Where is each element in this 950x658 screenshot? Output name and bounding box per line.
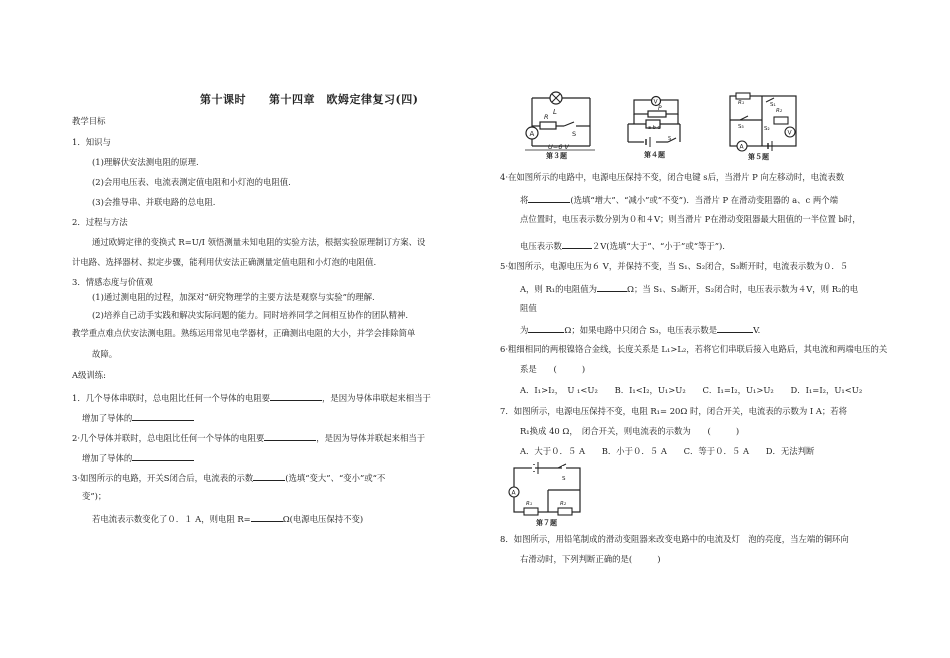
question-4-line-1: 4·在如图所示的电路中，电源电压保持不变，闭合电键 s后，当滑片 P 向左移动时，电流表数 xyxy=(500,172,845,182)
question-2-line-1: 2·几个导体并联时，总电阻比任何一个导体的电阻要 ，是因为导体并联起来相当于 xyxy=(72,433,426,443)
question-8-line-1: 8．如图所示，用铅笔制成的滑动变阻器来改变电路中的电流及灯 泡的亮度，当左端的铜环向 xyxy=(500,534,849,544)
svg-text:R₂: R₂ xyxy=(776,108,783,114)
answer-blank xyxy=(528,193,570,203)
question-4-line-2: 将 (选填“增大”、“减小”或“不变”)．当滑片 P 在滑动变阻器的 a、c 两个端 xyxy=(520,195,838,205)
section-knowledge: 1．知识与 xyxy=(72,137,111,147)
svg-text:U=6 V: U=6 V xyxy=(548,143,569,151)
figure-4-circuit xyxy=(620,96,690,158)
answer-blank xyxy=(597,282,627,292)
a-level-heading: A级训练: xyxy=(72,370,106,380)
svg-text:V: V xyxy=(787,129,792,137)
svg-text:第７题: 第７题 xyxy=(536,519,557,527)
question-6-options: A．I₁>I₂， U ₁<U₂ B．I₁<I₂，U₁>U₂ C．I₁=I₂，U₁>U₂ D．I₁=I₂，U₁<U₂ xyxy=(520,385,863,395)
svg-text:P: P xyxy=(658,105,662,112)
svg-text:R₂: R₂ xyxy=(560,501,567,507)
svg-text:S: S xyxy=(668,136,672,142)
question-1-line-1: 1．几个导体串联时，总电阻比任何一个导体的电阻要 ，是因为导体串联起来相当于 xyxy=(72,393,431,403)
knowledge-item-2: (2)会用电压表、电流表测定值电阻和小灯泡的电阻值. xyxy=(92,177,291,187)
attitude-item-1: (1)通过测电阻的过程，加深对“研究物理学的主要方法是观察与实验”的理解. xyxy=(92,292,375,302)
answer-blank xyxy=(132,451,194,461)
key-points-line-1: 教学重点难点伏安法测电阻。熟练运用常见电学器材，正确测出电阻的大小，并学会排除简单 xyxy=(72,328,416,338)
question-5-line-3: 阻值 xyxy=(520,303,537,313)
svg-text:A: A xyxy=(511,489,516,497)
question-5-line-1: 5·如图所示，电源电压为６ V，并保持不变，当 S₁、S₂闭合，S₃断开时，电流表示数为０．５ xyxy=(500,261,849,271)
process-text-1: 通过欧姆定律的变换式 R=U/I 领悟测量未知电阻的实验方法，根据实验原理制订方案、设 xyxy=(92,237,426,247)
knowledge-item-1: (1)理解伏安法测电阻的原理. xyxy=(92,157,199,167)
section-process: 2．过程与方法 xyxy=(72,217,128,227)
page-title: 第十课时 第十四章 欧姆定律复习(四) xyxy=(200,93,419,106)
figure-3-circuit xyxy=(520,88,600,160)
answer-blank xyxy=(562,239,592,249)
svg-text:V: V xyxy=(653,98,658,106)
svg-text:第３题: 第３题 xyxy=(546,152,567,160)
svg-text:S₂: S₂ xyxy=(764,126,770,132)
question-3-line-2: 变”)； xyxy=(82,491,107,501)
key-points-line-2: 故障。 xyxy=(92,349,118,359)
question-7-options: A．大于０．５ A B．小于０．５ A C．等于０．５ A D．无法判断 xyxy=(520,446,815,456)
svg-text:R₁: R₁ xyxy=(738,100,745,106)
answer-blank xyxy=(717,323,753,333)
svg-text:A: A xyxy=(739,143,744,151)
question-1-line-2: 增加了导体的 xyxy=(82,411,194,424)
figure-7-circuit xyxy=(508,462,588,528)
question-3-line-3: 若电流表示数变化了０．１ A，则电阻 R= Ω(电源电压保持不变) xyxy=(92,514,364,524)
svg-text:a b c: a b c xyxy=(648,125,661,131)
section-attitude: 3．情感态度与价值观 xyxy=(72,277,153,287)
answer-blank xyxy=(528,323,564,333)
question-6-line-1: 6·粗细相同的两根镍铬合金线，长度关系是 L₁>L₂，若将它们串联后接入电路后，其电流和两端电压的关 xyxy=(500,344,888,354)
attitude-item-2: (2)培养自己动手实践和解决实际问题的能力。同时培养同学之间相互协作的团队精神. xyxy=(92,310,409,320)
svg-text:第５题: 第５题 xyxy=(748,153,769,161)
answer-blank xyxy=(132,411,194,421)
question-5-line-4: 为 Ω；如果电路中只闭合 S₃，电压表示数是 V. xyxy=(520,325,761,335)
svg-text:L: L xyxy=(553,108,557,116)
question-6-line-2: 系是 ( ) xyxy=(520,364,586,374)
question-4-line-4: 电压表示数 ２V(选填“大于”、“小于”或“等于”). xyxy=(520,241,725,251)
answer-blank xyxy=(264,431,316,441)
answer-blank xyxy=(270,391,322,401)
svg-text:A: A xyxy=(529,130,535,138)
question-2-line-2: 增加了导体的 xyxy=(82,451,194,464)
figure-5-circuit xyxy=(722,90,800,160)
goals-heading: 教学目标 xyxy=(72,116,106,126)
answer-blank xyxy=(251,512,283,522)
question-4-line-3: 点位置时，电压表示数分别为０和４V；则当滑片 P在滑动变阻器最大阻值的一半位置 b时， xyxy=(520,214,861,224)
question-8-line-2: 右滑动时，下列判断正确的是( ) xyxy=(520,554,661,564)
question-3-line-1: 3·如图所示的电路，开关S闭合后，电流表的示数 (选填“变大”、“变小”或“不 xyxy=(72,473,386,483)
svg-text:S: S xyxy=(562,476,566,482)
knowledge-item-3: (3)会推导串、并联电路的总电阻. xyxy=(92,197,216,207)
question-5-line-2: A，则 R₁的电阻值为 Ω；当 S₁、S₃断开，S₂闭合时，电压表示数为４V，则 R₂的电 xyxy=(520,284,859,294)
question-7-line-1: 7．如图所示，电源电压保持不变，电阻 R₁= 20Ω 时，闭合开关，电流表的示数为 I A；若将 xyxy=(500,406,848,416)
question-7-line-2: R₁换成 40 Ω， 闭合开关，则电流表的示数为 ( ) xyxy=(520,426,740,436)
svg-text:第４题: 第４题 xyxy=(644,151,665,159)
svg-text:R: R xyxy=(544,113,549,121)
process-text-2: 计电路、选择器材、拟定步骤，能利用伏安法正确测量定值电阻和小灯泡的电阻值. xyxy=(72,257,377,267)
svg-text:S: S xyxy=(572,130,577,138)
svg-text:R₁: R₁ xyxy=(526,501,533,507)
answer-blank xyxy=(253,471,285,481)
svg-text:S₁: S₁ xyxy=(770,102,776,108)
svg-text:S₃: S₃ xyxy=(738,124,744,130)
